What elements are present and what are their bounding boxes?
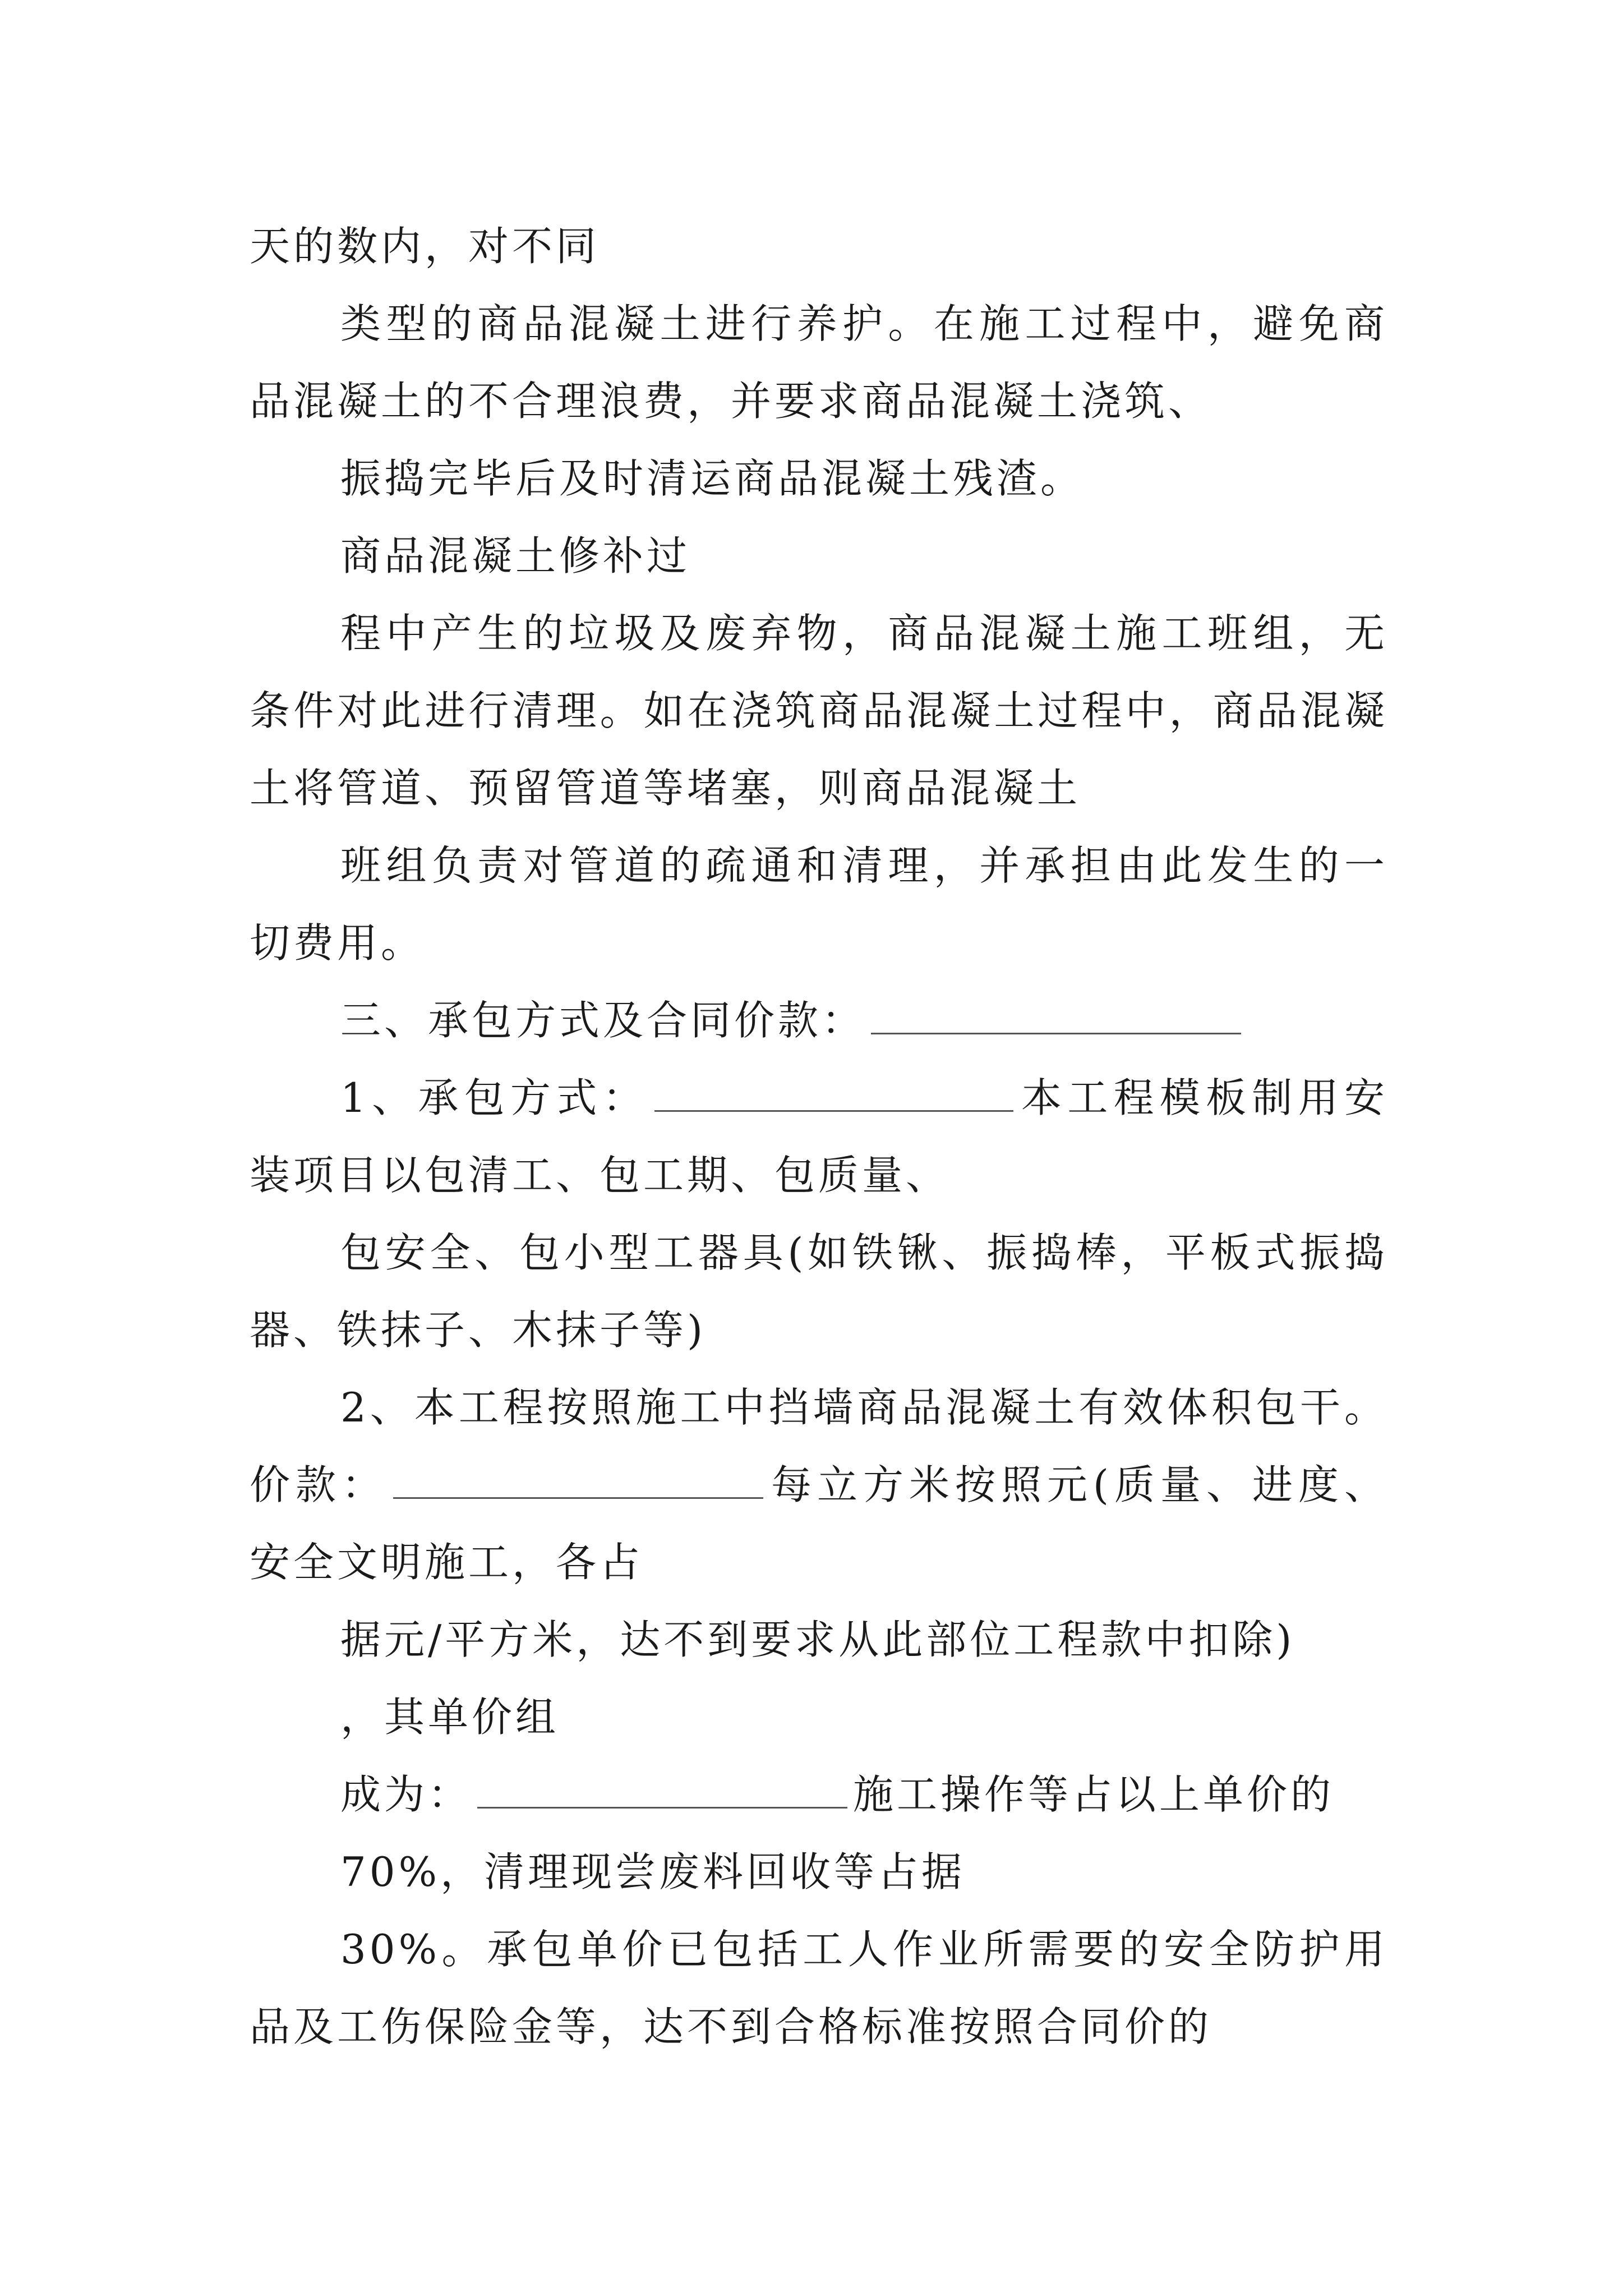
paragraph: 包安全、包小型工器具(如铁锹、振捣棒，平板式振捣器、铁抹子、木抹子等)	[250, 1229, 1388, 1354]
fill-in-blank[interactable]	[477, 1772, 847, 1809]
paragraph: 程中产生的垃圾及废弃物，商品混凝土施工班组，无条件对此进行清理。如在浇筑商品混凝土过程中，商品混凝土将管道、预留管道等堵塞，则商品混凝土	[250, 610, 1388, 812]
clause-text: 2、本工程按照施工中挡墙商品混凝土有效体积包干。价款：	[250, 1384, 1388, 1508]
paragraph	[250, 1059, 1388, 1214]
clause-text: 每立方米按照元(质量、进度、安全文明施工，各占	[250, 1461, 1388, 1586]
paragraph: 班组负责对管道的疏通和清理，并承担由此发生的一切费用。	[250, 842, 1388, 967]
paragraph: 商品混凝土修补过	[340, 532, 691, 579]
clause-label: 1、承包方式：	[340, 1074, 649, 1121]
paragraph: 天的数内，对不同	[250, 223, 600, 270]
paragraph: 类型的商品混凝土进行养护。在施工过程中，避免商品混凝土的不合理浪费，并要求商品混凝土浇筑、	[250, 300, 1388, 425]
clause-text: 本工程模板制用安装项目以包清工、包工期、包质量、	[250, 1074, 1388, 1199]
paragraph: 70%，清理现尝废料回收等占据	[340, 1848, 966, 1895]
fill-in-blank[interactable]	[654, 1075, 1013, 1112]
paragraph	[250, 1756, 1388, 1833]
paragraph: 30%。承包单价已包括工人作业所需要的安全防护用品及工伤保险金等，达不到合格标准按照合同价的	[250, 1926, 1388, 2050]
paragraph: ，其单价组	[340, 1694, 560, 1741]
fill-in-blank[interactable]	[393, 1462, 763, 1499]
clause-label: 成为：	[340, 1771, 472, 1818]
paragraph: 振捣完毕后及时清运商品混凝土残渣。	[340, 455, 1085, 502]
document-body	[250, 208, 1388, 2065]
fill-in-blank[interactable]	[871, 998, 1241, 1034]
clause-text: 施工操作等占以上单价的	[853, 1771, 1335, 1818]
section-heading	[250, 982, 1388, 1059]
section-heading-label: 三、承包方式及合同价款：	[340, 997, 866, 1044]
paragraph: 据元/平方米，达不到要求从此部位工程款中扣除)	[340, 1616, 1295, 1663]
paragraph	[250, 1369, 1388, 1601]
